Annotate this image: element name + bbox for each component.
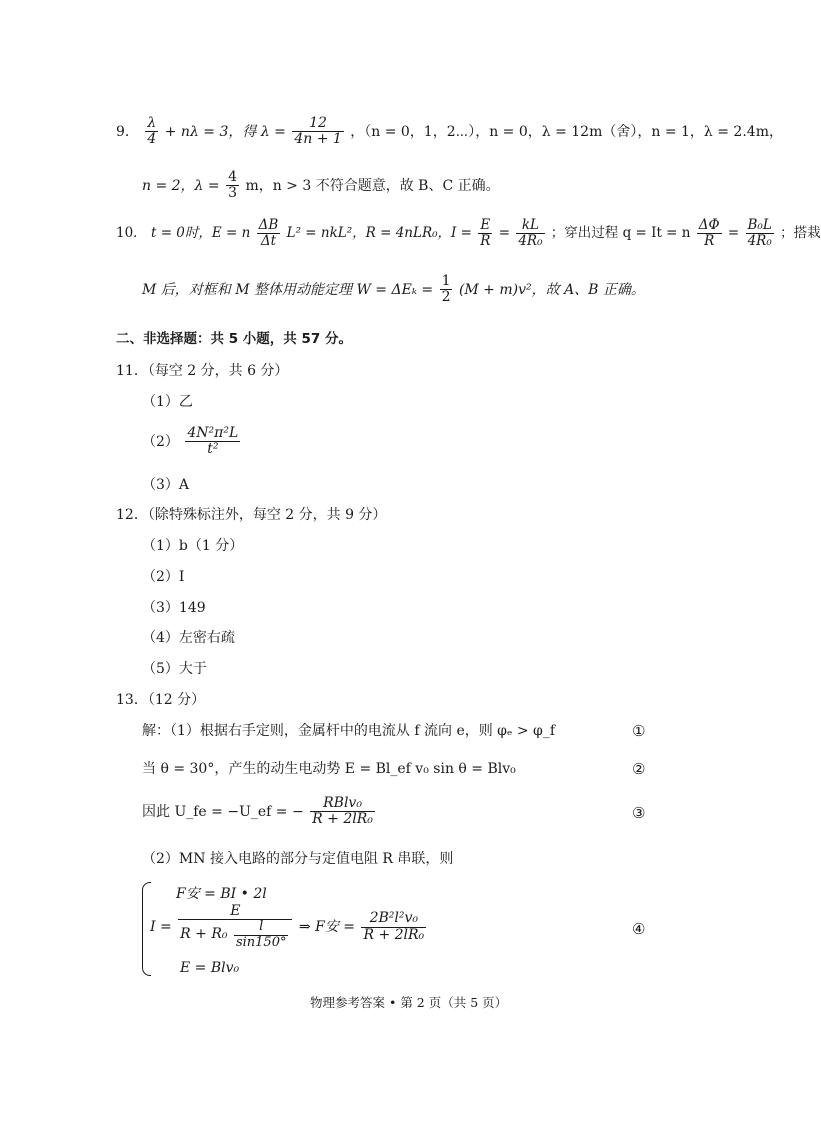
- frac-num: 1: [441, 273, 451, 289]
- frac-den: 4R₀: [747, 232, 772, 249]
- frac-num: 12: [292, 116, 343, 132]
- system-line-3: E = Blv₀: [180, 960, 240, 976]
- q10-text-b: L² = nkL²，R = 4nLR₀，I =: [286, 224, 472, 241]
- q10-text-d: ；穿出过程 q = It = n: [550, 224, 691, 241]
- frac-num: E: [178, 904, 292, 920]
- q10-eq2: =: [727, 224, 740, 241]
- q9-lambda-over-4: [145, 116, 158, 148]
- frac-den-left: R + R₀: [180, 926, 228, 943]
- q10-text-a: t = 0时，E = n: [150, 224, 251, 241]
- q10-frac-half: [440, 274, 453, 306]
- q10-line1: [116, 218, 821, 249]
- frac-num: l: [234, 920, 289, 935]
- frac-den: sin150°: [235, 934, 287, 950]
- q13-step-1: 解：（1）根据右手定则，金属杆中的电流从 f 流向 e，则 φₑ > φ_f: [142, 723, 556, 739]
- frac-den: R + 2lR₀: [363, 926, 425, 943]
- q12-answer-3: （3）149: [142, 600, 206, 616]
- q10-frac-B0L: [746, 218, 774, 249]
- q10-frac-kL: [516, 218, 544, 249]
- q11-answer-2-frac: [185, 426, 240, 458]
- q9-frac-12: [292, 116, 343, 148]
- q9-lambda-eq: λ =: [260, 123, 286, 140]
- q9-frac-4-3: [226, 170, 239, 202]
- q13-step-3: [142, 796, 377, 828]
- frac-den-sub-frac: [234, 920, 289, 950]
- q9-line2: [142, 170, 500, 202]
- q11-head: 11．（每空 2 分，共 6 分）: [116, 363, 289, 379]
- q11-answer-1: （1）乙: [142, 394, 193, 410]
- q12-answer-4: （4）左密右疏: [142, 630, 235, 646]
- q10-line2: [142, 274, 645, 306]
- marker-3: ③: [632, 804, 646, 822]
- q10-frac-dB-dt: [257, 218, 281, 249]
- system-arrow: ⇒ F安 =: [298, 919, 355, 935]
- q10-text-g: M 后，对框和 M 整体用动能定理 W = ΔEₖ =: [142, 281, 434, 298]
- q9-number: 9．: [116, 123, 139, 140]
- frac-num: ΔB: [258, 217, 279, 233]
- system-I-frac: [178, 904, 292, 950]
- frac-den: 2: [441, 289, 451, 306]
- frac-den: R: [704, 232, 715, 249]
- frac-den: [178, 920, 292, 950]
- frac-den: Δt: [260, 232, 277, 249]
- q11-answer-3: （3）A: [142, 477, 190, 493]
- system-I-eq: I =: [150, 919, 172, 935]
- q10-frac-dphi-R: [697, 218, 722, 249]
- frac-num: ΔΦ: [698, 217, 720, 233]
- q12-head: 12．（除特殊标注外，每空 2 分，共 9 分）: [116, 507, 387, 523]
- q13-step-4: （2）MN 接入电路的部分与定值电阻 R 串联，则: [142, 851, 454, 867]
- page-footer: 物理参考答案 • 第 2 页（共 5 页）: [310, 995, 508, 1010]
- q9-text-a: + nλ = 3，得: [164, 123, 257, 140]
- frac-den: R + 2lR₀: [312, 811, 373, 828]
- system-line-2: [150, 904, 428, 950]
- q12-answer-2: （2）Ⅰ: [142, 569, 185, 585]
- q13-step-3-text: 因此 U_fe = −U_ef = −: [142, 803, 304, 820]
- frac-num: RBlv₀: [310, 796, 375, 812]
- frac-num: λ: [145, 116, 158, 132]
- q10-text-f: ；搭栽: [780, 224, 821, 241]
- q10-number: 10．: [116, 224, 147, 241]
- q9-text-c: n = 2，λ =: [142, 177, 220, 194]
- frac-den: 4: [147, 131, 157, 148]
- section-2-heading: 二、非选择题：共 5 小题，共 57 分。: [116, 331, 352, 347]
- q11-answer-2: [142, 426, 242, 458]
- q9-line1: [116, 116, 783, 148]
- q10-frac-E-R: [478, 218, 492, 249]
- q9-text-b: ，（n = 0，1，2⋯），n = 0，λ = 12m（舍），n = 1，λ = 2.4m，: [350, 123, 783, 140]
- q9-text-d: m，n > 3 不符合题意，故 B、C 正确。: [245, 177, 500, 194]
- frac-den: R: [480, 232, 491, 249]
- frac-num: E: [478, 218, 492, 234]
- frac-den: 4R₀: [518, 232, 543, 249]
- q13-step-2: 当 θ = 30°，产生的动生电动势 E = Bl_ef v₀ sin θ = Blv₀: [142, 761, 516, 777]
- frac-num: 2B²l²v₀: [361, 911, 426, 927]
- marker-2: ②: [632, 760, 646, 778]
- marker-1: ①: [632, 722, 646, 740]
- frac-den: 4n + 1: [294, 131, 342, 148]
- q12-answer-1: （1）b（1 分）: [142, 538, 244, 554]
- marker-4: ④: [632, 920, 646, 938]
- frac-num: 4: [228, 169, 237, 185]
- q10-eq: =: [498, 224, 511, 241]
- q13-step-3-frac: [310, 796, 375, 828]
- frac-num: 4N²π²L: [187, 425, 239, 441]
- system-line-1: F安 = BI • 2l: [176, 886, 267, 902]
- frac-num: kL: [516, 218, 544, 234]
- q10-text-h: (M + m)v²，故 A、B 正确。: [458, 281, 645, 298]
- system-result-frac: [361, 911, 426, 943]
- frac-den: t²: [207, 441, 219, 458]
- q11-answer-2-label: （2）: [142, 433, 179, 450]
- q12-answer-5: （5）大于: [142, 661, 207, 677]
- frac-den: 3: [228, 185, 237, 202]
- q13-head: 13．（12 分）: [116, 692, 206, 708]
- frac-num: B₀L: [747, 217, 772, 233]
